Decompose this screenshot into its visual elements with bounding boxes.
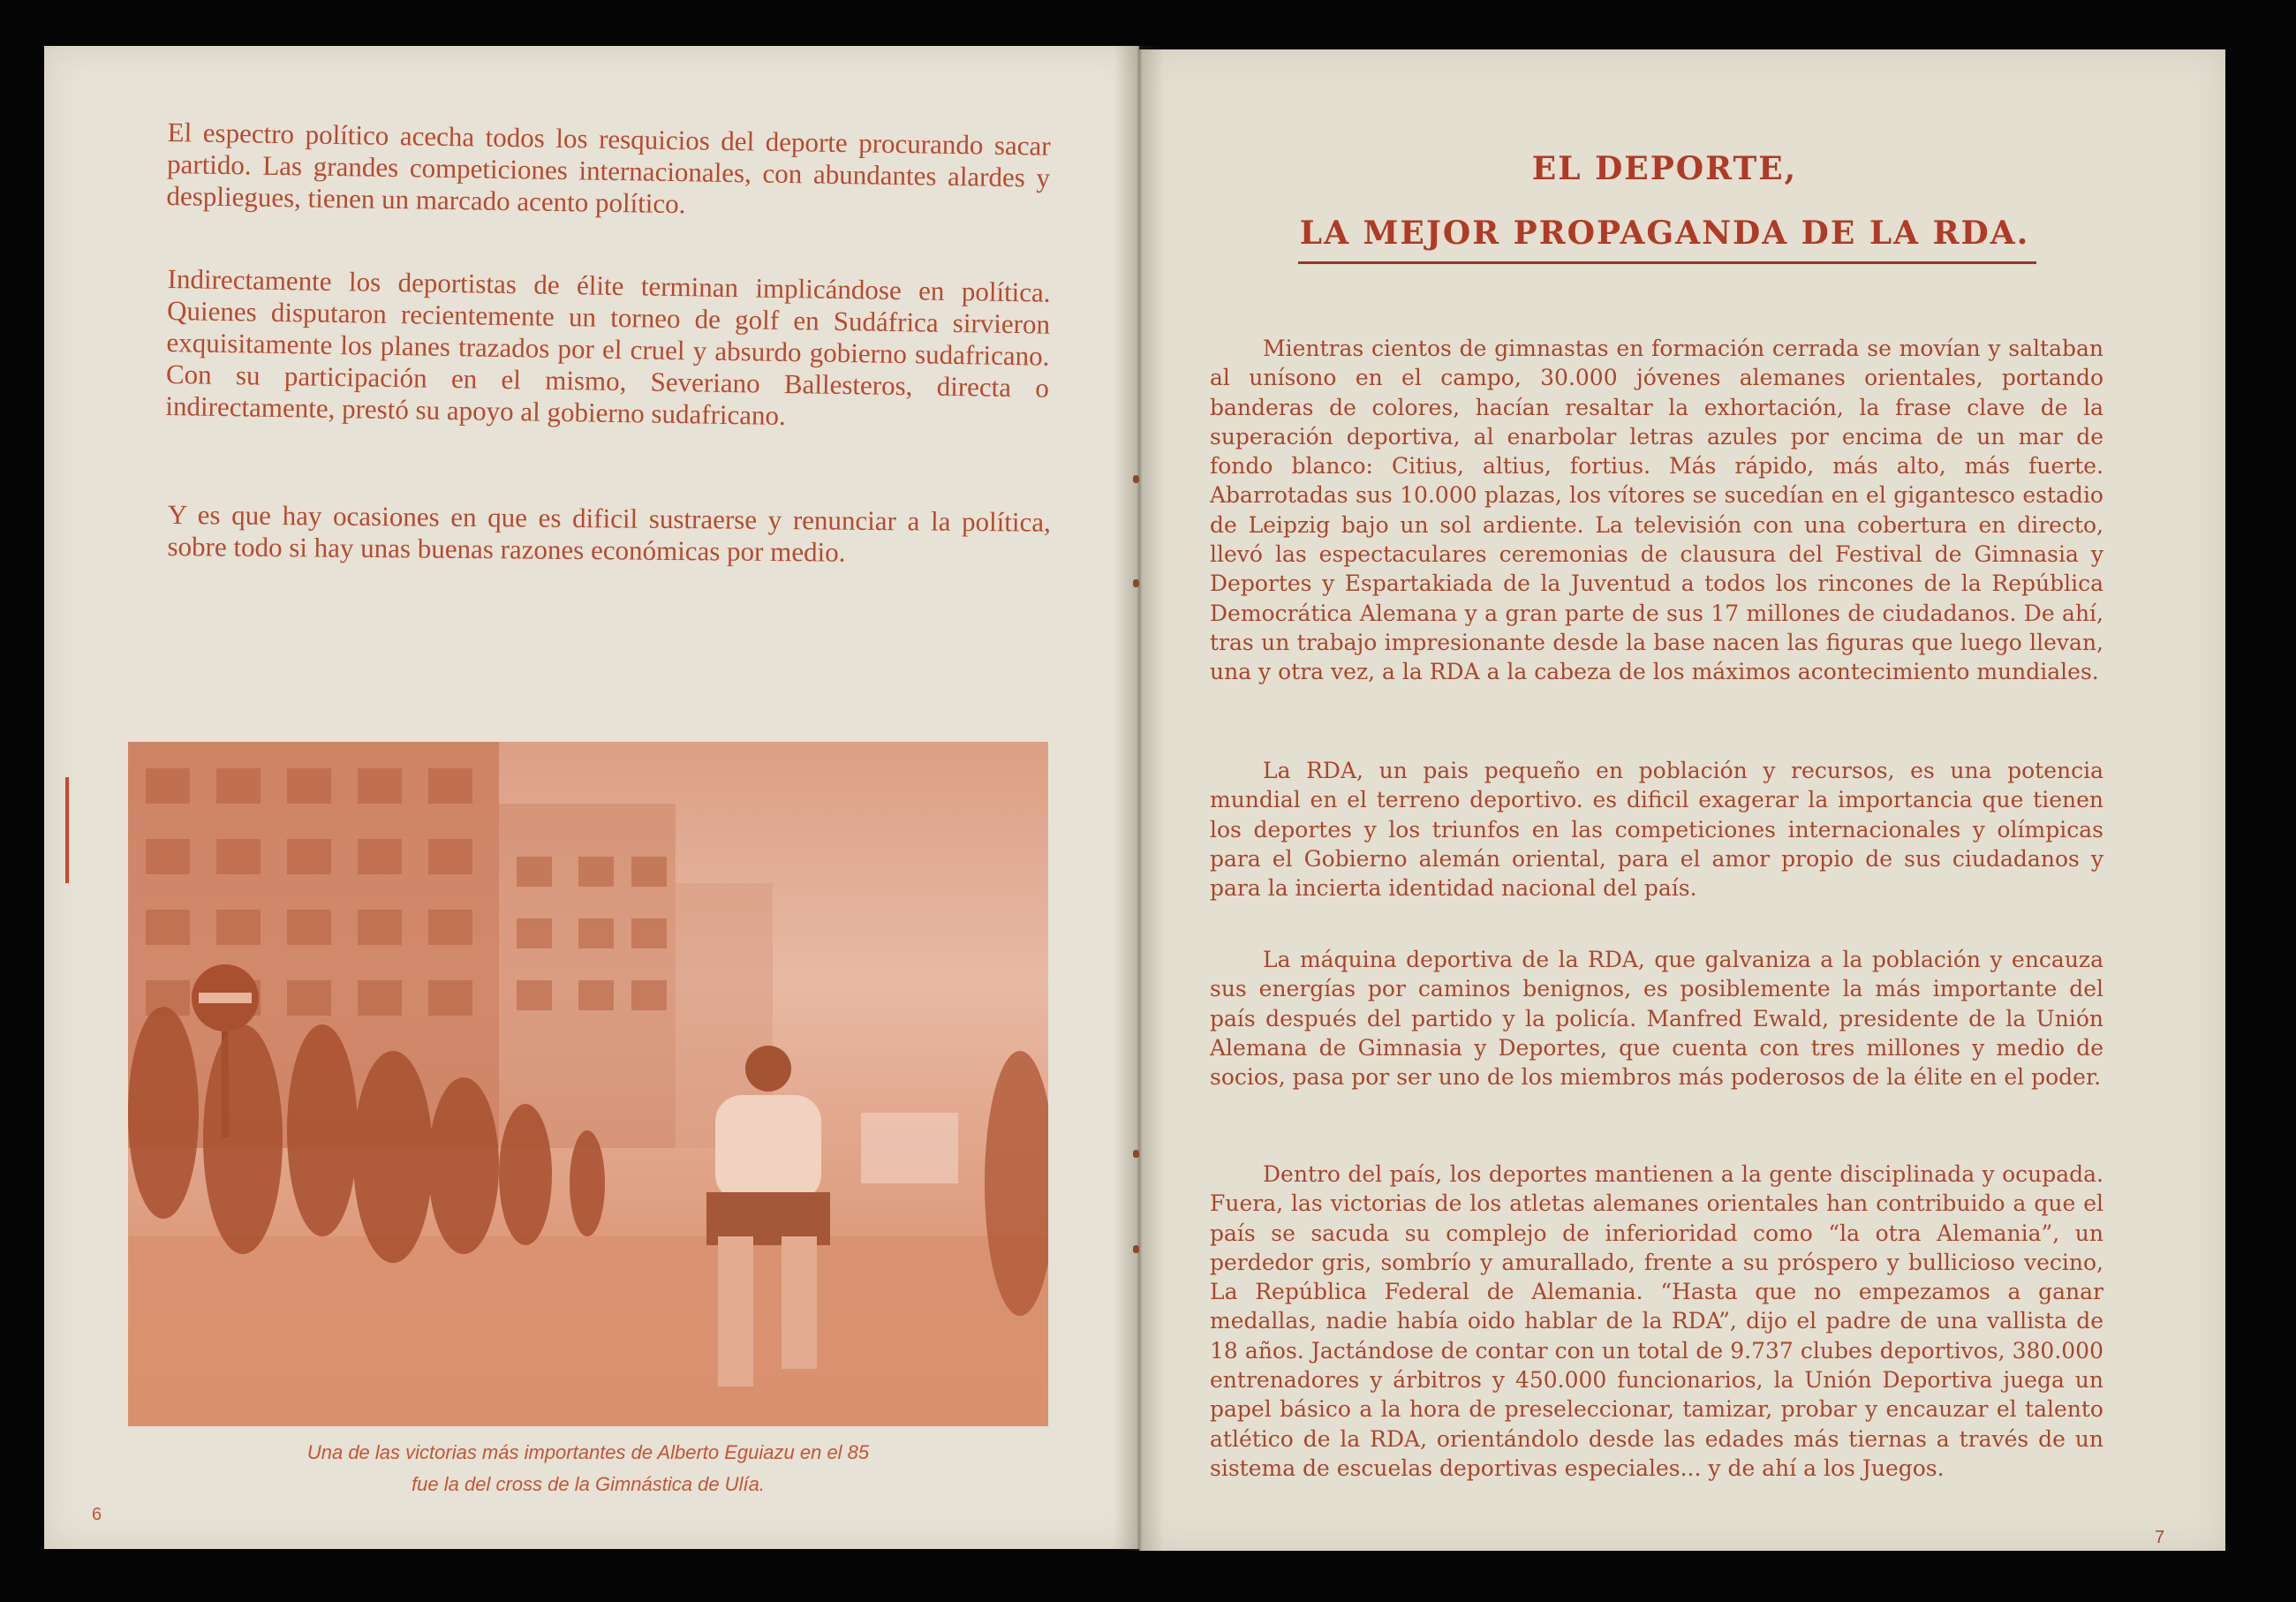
left-paragraph-3: Y es que hay ocasiones en que es dificil sustraerse y renunciar a la política, sobre todo si hay unas buenas razones económicas por medio. <box>167 499 1051 568</box>
page-number-right: 7 <box>2155 1528 2165 1547</box>
right-paragraph-1 <box>1210 334 2103 687</box>
staple-mark-1 <box>1133 475 1139 483</box>
right-paragraph-1-text: Mientras cientos de gimnastas en formación cerrada se movían y saltaban al unísono en el campo, 30.000 jóvenes alemanes orientales, portando banderas de colores, hacían resaltar la exhortación, la frase clave de la superación deportiva, al enarbolar letras azules por encima de un mar de fondo blanco: Citius, altius, fortius. Más rápido, más alto, más fuerte. Abarrotadas sus 10.000 plazas, los vítores se sucedían en el gigantesco estadio de Leipzig bajo un sol ardiente. La televisión con una cobertura en directo, llevó las espectaculares ceremonias de clausura del Festival de Gimnasia y Deportes y Espartakiada de la Juventud a todos los rincones de la República Democrática Alemana y a gran parte de sus 17 millones de ciudadanos. De ahí, tras un trabajo impresionante desde la base nacen las figuras que luego llevan, una y otra vez, a la RDA a la cabeza de los máximos acontecimiento mundiales. <box>1210 336 2103 685</box>
left-paragraph-1: El espectro político acecha todos los resquicios del deporte procurando sacar partido. Las grandes competiciones internacionales, con abundantes alardes y despliegues, tienen un marcado acento político. <box>166 117 1051 220</box>
staple-mark-2 <box>1133 579 1139 587</box>
article-title-line-2: LA MEJOR PROPAGANDA DE LA RDA. <box>1299 215 2030 252</box>
right-paragraph-4 <box>1210 1160 2103 1483</box>
article-title-line-1: EL DEPORTE, <box>1531 150 1798 187</box>
right-paragraph-3-text: La máquina deportiva de la RDA, que galvaniza a la población y encauza sus energías por caminos benignos, es posiblemente la más importante del país después del partido y la policía. Manfred Ewald, presidente de la Unión Alemana de Gimnasia y Deportes, que cuenta con tres millones y medio de socios, pasa por ser uno de los miembros más poderosos de la élite en el poder. <box>1210 947 2103 1091</box>
right-paragraph-2-text: La RDA, un pais pequeño en población y recursos, es una potencia mundial en el terreno deportivo. es dificil exagerar la importancia que tienen los deportes y los triunfos en las competiciones internacionales y olímpicas para el Gobierno alemán oriental, para el amor propio de sus ciudadanos y para la incierta identidad nacional del país. <box>1210 758 2103 902</box>
race-photo-drawing <box>128 742 1048 1426</box>
page-edge-mark <box>65 777 69 883</box>
staple-mark-4 <box>1133 1245 1139 1253</box>
staple-mark-3 <box>1133 1150 1139 1158</box>
right-paragraph-2 <box>1210 756 2103 903</box>
left-paragraph-2: Indirectamente los deportistas de élite terminan implicándose en política. Quienes disputaron recientemente un torneo de golf en Sudáfrica sirvieron exquisitamente los planes trazados por el cruel y absurdo gobierno sudafricano. Con su participación en el mismo, Severiano Ballesteros, directa o indirectamente, prestó su apoyo al gobierno sudafricano. <box>165 263 1051 432</box>
page-number-left: 6 <box>92 1505 102 1524</box>
photo-caption-line-1: Una de las victorias más importantes de Alberto Eguiazu en el 85 <box>306 1441 870 1463</box>
photo-caption-line-2: fue la del cross de la Gimnástica de Ulía. <box>412 1473 765 1495</box>
book-gutter <box>1114 46 1164 1551</box>
right-paragraph-3 <box>1210 945 2103 1092</box>
race-photo <box>128 742 1048 1426</box>
right-paragraph-4-text: Dentro del país, los deportes mantienen a la gente disciplinada y ocupada. Fuera, las victorias de los atletas alemanes orientales han contribuido a que el país se sacuda su complejo de inferioridad como “la otra Alemania”, un perdedor gris, sombrío y amurallado, frente a su próspero y bullicioso vecino, La República Federal de Alemania. “Hasta que no empezamos a ganar medallas, nadie había oido hablar de la RDA”, dijo el padre de una vallista de 18 años. Jactándose de contar con un total de 9.737 clubes deportivos, 380.000 entrenadores y árbitros y 450.000 funcionarios, la Unión Deportiva juega un papel básico a la hora de preseleccionar, tamizar, probar y encauzar el talento atlético de la RDA, orientándolo desde las edades más tiernas a través de un sistema de escuelas deportivas especiales... y de ahí a los Juegos. <box>1210 1161 2103 1481</box>
title-underline <box>1298 261 2036 264</box>
